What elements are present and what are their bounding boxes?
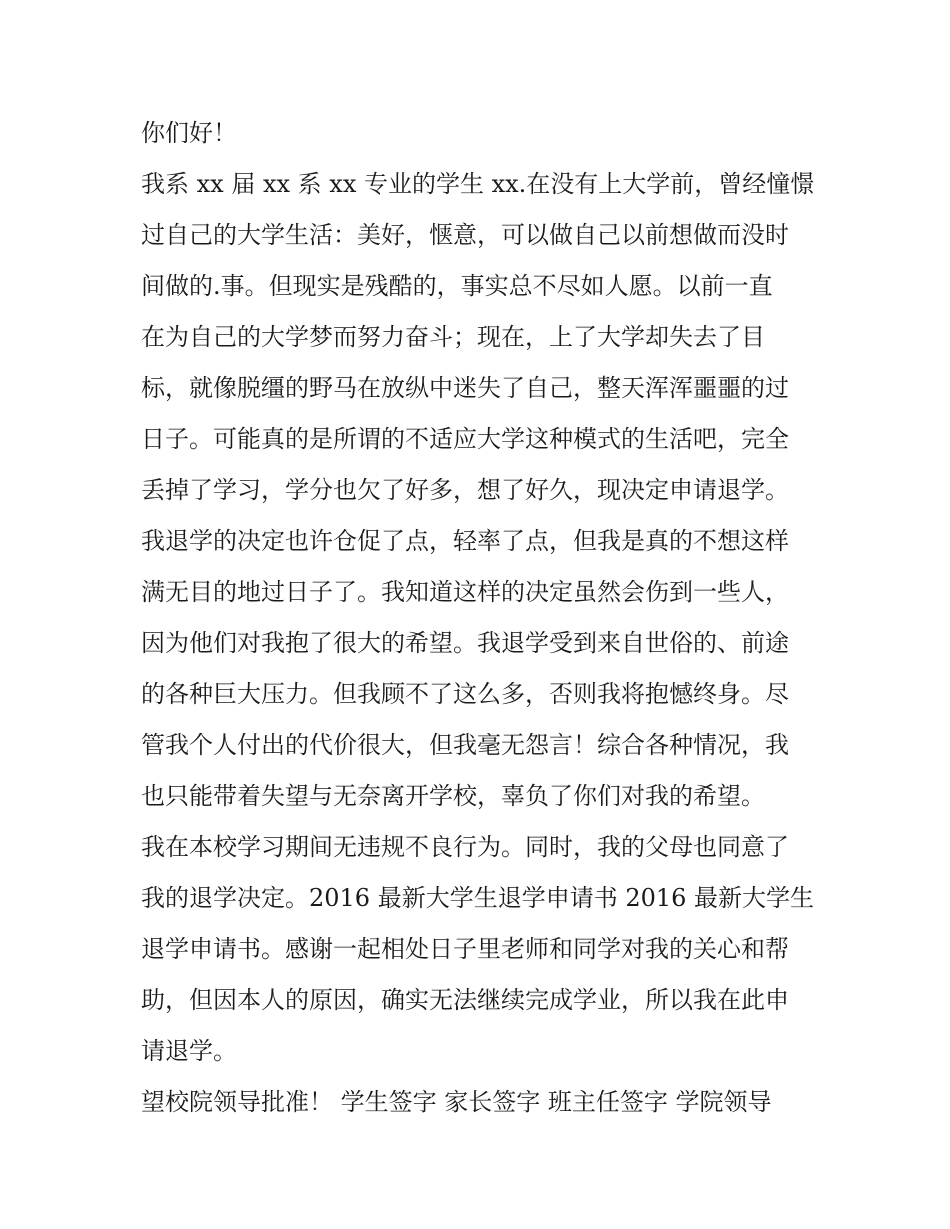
text-line: 我的退学决定。2016 最新大学生退学申请书 2016 最新大学生: [141, 884, 815, 912]
text-line: 请退学。: [141, 1037, 237, 1065]
text-line: 我系 xx 届 xx 系 xx 专业的学生 xx.在没有上大学前，曾经憧憬: [141, 170, 815, 198]
text-line: 我退学的决定也许仓促了点，轻率了点，但我是真的不想这样: [141, 527, 789, 555]
text-line: 因为他们对我抱了很大的希望。我退学受到来自世俗的、前途: [141, 629, 789, 657]
text-line: 的各种巨大压力。但我顾不了这么多，否则我将抱憾终身。尽: [141, 680, 789, 708]
text-line: 日子。可能真的是所谓的不适应大学这种模式的生活吧，完全: [141, 425, 789, 453]
letter-body: [141, 108, 821, 1128]
text-line: 间做的.事。但现实是残酷的，事实总不尽如人愿。以前一直: [141, 272, 773, 300]
text-line: 丢掉了学习，学分也欠了好多，想了好久，现决定申请退学。: [141, 476, 789, 504]
text-line: 也只能带着失望与无奈离开学校，辜负了你们对我的希望。: [141, 782, 765, 810]
text-line: 过自己的大学生活：美好，惬意，可以做自己以前想做而没时: [141, 221, 789, 249]
text-line: 退学申请书。感谢一起相处日子里老师和同学对我的关心和帮: [141, 935, 789, 963]
text-line: 标，就像脱缰的野马在放纵中迷失了自己，整天浑浑噩噩的过: [141, 374, 789, 402]
text-line: 在为自己的大学梦而努力奋斗；现在，上了大学却失去了目: [141, 323, 765, 351]
text-line: 我在本校学习期间无违规不良行为。同时，我的父母也同意了: [141, 833, 789, 861]
text-line-greeting: 你们好！: [141, 119, 237, 147]
text-line: 满无目的地过日子了。我知道这样的决定虽然会伤到一些人，: [141, 578, 789, 606]
text-line: 管我个人付出的代价很大，但我毫无怨言！综合各种情况，我: [141, 731, 789, 759]
text-line-signatures: 望校院领导批准！ 学生签字 家长签字 班主任签字 学院领导: [141, 1088, 772, 1116]
text-line: 助，但因本人的原因，确实无法继续完成学业，所以我在此申: [141, 986, 789, 1014]
